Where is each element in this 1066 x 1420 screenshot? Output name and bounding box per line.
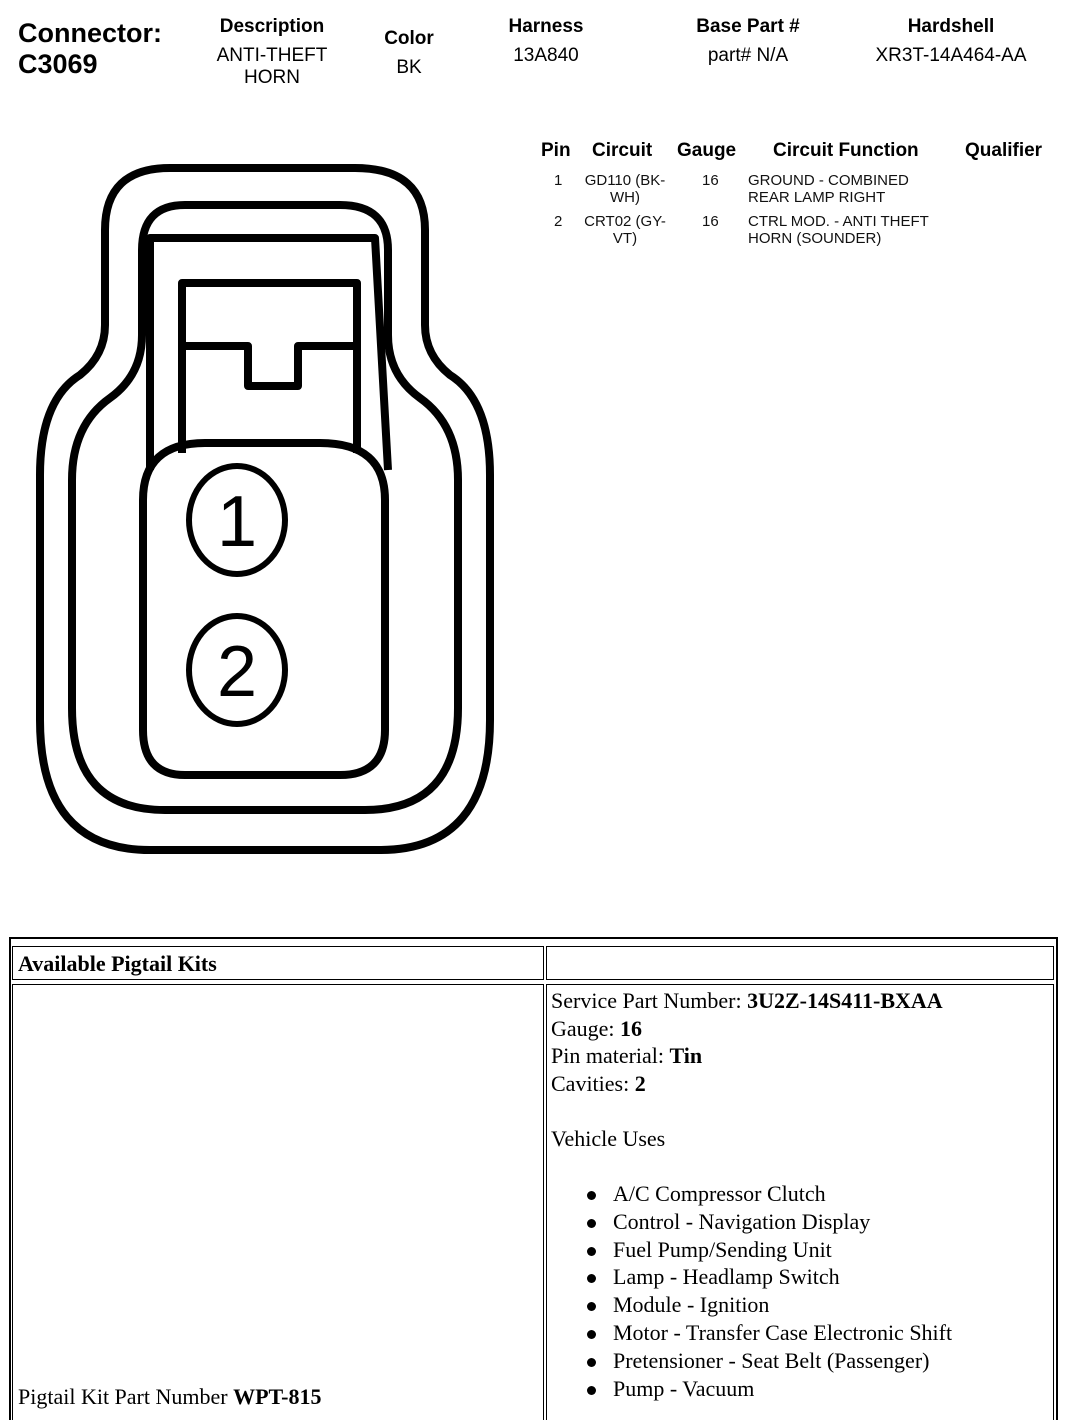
vehicle-use-text: Pump - Vacuum	[613, 1375, 755, 1401]
row-2-pin: 2	[554, 213, 563, 230]
color-value: BK	[396, 57, 422, 78]
circuit-header: Circuit	[592, 140, 653, 161]
list-item	[586, 1208, 952, 1236]
qualifier-header: Qualifier	[965, 140, 1043, 161]
vehicle-use-text: Lamp - Headlamp Switch	[613, 1264, 840, 1290]
list-item	[586, 1347, 952, 1375]
cavities-spec	[551, 1070, 646, 1097]
inner-housing-outline	[72, 205, 458, 810]
description-line-2: HORN	[244, 67, 300, 88]
row-2-circuit-line-1: CRT02 (GY-	[584, 213, 666, 230]
vehicle-use-text: Control - Navigation Display	[613, 1208, 871, 1234]
row-2-gauge: 16	[702, 213, 719, 230]
service-part-label: Service Part Number:	[551, 988, 748, 1013]
connector-id: C3069	[18, 49, 98, 79]
gauge-header: Gauge	[677, 140, 737, 161]
list-item	[586, 1180, 952, 1208]
harness-value: 13A840	[513, 45, 579, 66]
bullet-icon	[587, 1247, 596, 1256]
row-1-function-line-1: GROUND - COMBINED	[748, 172, 909, 189]
harness-label: Harness	[508, 16, 584, 37]
description-label: Description	[219, 16, 325, 37]
gauge-spec	[551, 1015, 642, 1042]
latch-key-notch	[185, 346, 357, 386]
row-1-function	[748, 172, 909, 206]
row-1-function-line-2: REAR LAMP RIGHT	[748, 189, 886, 206]
row-1-circuit-line-1: GD110 (BK-	[584, 172, 666, 189]
gauge-spec-value: 16	[620, 1016, 643, 1041]
base-part-column	[668, 16, 828, 67]
vehicle-use-text: Module - Ignition	[613, 1292, 770, 1318]
bullet-icon	[587, 1302, 596, 1311]
gauge-spec-label: Gauge:	[551, 1016, 621, 1041]
base-part-value: part# N/A	[707, 45, 789, 66]
color-column	[372, 16, 446, 79]
hardshell-label: Hardshell	[907, 16, 995, 37]
row-1-circuit-line-2: WH)	[610, 189, 640, 206]
harness-column	[486, 16, 606, 67]
bullet-icon	[587, 1330, 596, 1339]
outer-housing-outline	[40, 168, 490, 850]
bullet-icon	[587, 1191, 596, 1200]
hardshell-column	[856, 16, 1046, 67]
connector-heading	[18, 18, 162, 80]
color-label: Color	[384, 28, 434, 49]
list-item	[586, 1319, 952, 1347]
pigtail-image-cell	[12, 984, 544, 1420]
description-column	[196, 16, 348, 89]
pin-material-spec	[551, 1042, 702, 1069]
vehicle-use-text: Fuel Pump/Sending Unit	[613, 1236, 832, 1262]
bullet-icon	[587, 1219, 596, 1228]
bullet-icon	[587, 1358, 596, 1367]
base-part-label: Base Part #	[696, 16, 800, 37]
pigtail-header-spacer	[546, 946, 1054, 980]
row-1-pin: 1	[554, 172, 563, 189]
pin-1-label: 1	[216, 482, 258, 562]
bullet-icon	[587, 1386, 596, 1395]
kit-part-label: Pigtail Kit Part Number	[18, 1384, 234, 1409]
list-item	[586, 1263, 952, 1291]
connector-label: Connector:	[18, 18, 162, 48]
pin-cavity-surround	[143, 443, 385, 775]
latch-key-outline	[182, 283, 357, 453]
row-2-function-line-2: HORN (SOUNDER)	[748, 230, 882, 247]
pigtail-kit-part-number	[18, 1384, 322, 1410]
kit-part-value: WPT-815	[233, 1384, 322, 1409]
pin-2-label: 2	[216, 632, 258, 712]
cavities-label: Cavities:	[551, 1071, 635, 1096]
bullet-icon	[587, 1274, 596, 1283]
vehicle-uses-label: Vehicle Uses	[551, 1126, 666, 1151]
row-2-function-line-1: CTRL MOD. - ANTI THEFT	[748, 213, 929, 230]
description-line-1: ANTI-THEFT	[216, 45, 328, 66]
vehicle-uses-list	[586, 1180, 952, 1402]
vehicle-use-text: Pretensioner - Seat Belt (Passenger)	[613, 1347, 930, 1373]
vehicle-use-text: A/C Compressor Clutch	[613, 1181, 826, 1206]
hardshell-value: XR3T-14A464-AA	[875, 45, 1027, 66]
row-1-circuit	[570, 172, 680, 206]
list-item	[586, 1236, 952, 1264]
list-item	[586, 1291, 952, 1319]
pin-material-value: Tin	[669, 1043, 703, 1068]
pin-header: Pin	[541, 140, 571, 161]
cavities-value: 2	[634, 1071, 646, 1096]
service-part-number	[551, 987, 943, 1014]
pigtail-kits-title: Available Pigtail Kits	[12, 946, 544, 980]
row-1-gauge: 16	[702, 172, 719, 189]
row-2-circuit	[570, 213, 680, 247]
row-2-function	[748, 213, 929, 247]
pin-material-label: Pin material:	[551, 1043, 670, 1068]
vehicle-use-text: Motor - Transfer Case Electronic Shift	[613, 1319, 953, 1345]
connector-face-diagram	[30, 160, 510, 860]
circuit-function-header: Circuit Function	[773, 140, 919, 161]
row-2-circuit-line-2: VT)	[612, 230, 638, 247]
service-part-value: 3U2Z-14S411-BXAA	[747, 988, 943, 1013]
list-item	[586, 1375, 952, 1403]
